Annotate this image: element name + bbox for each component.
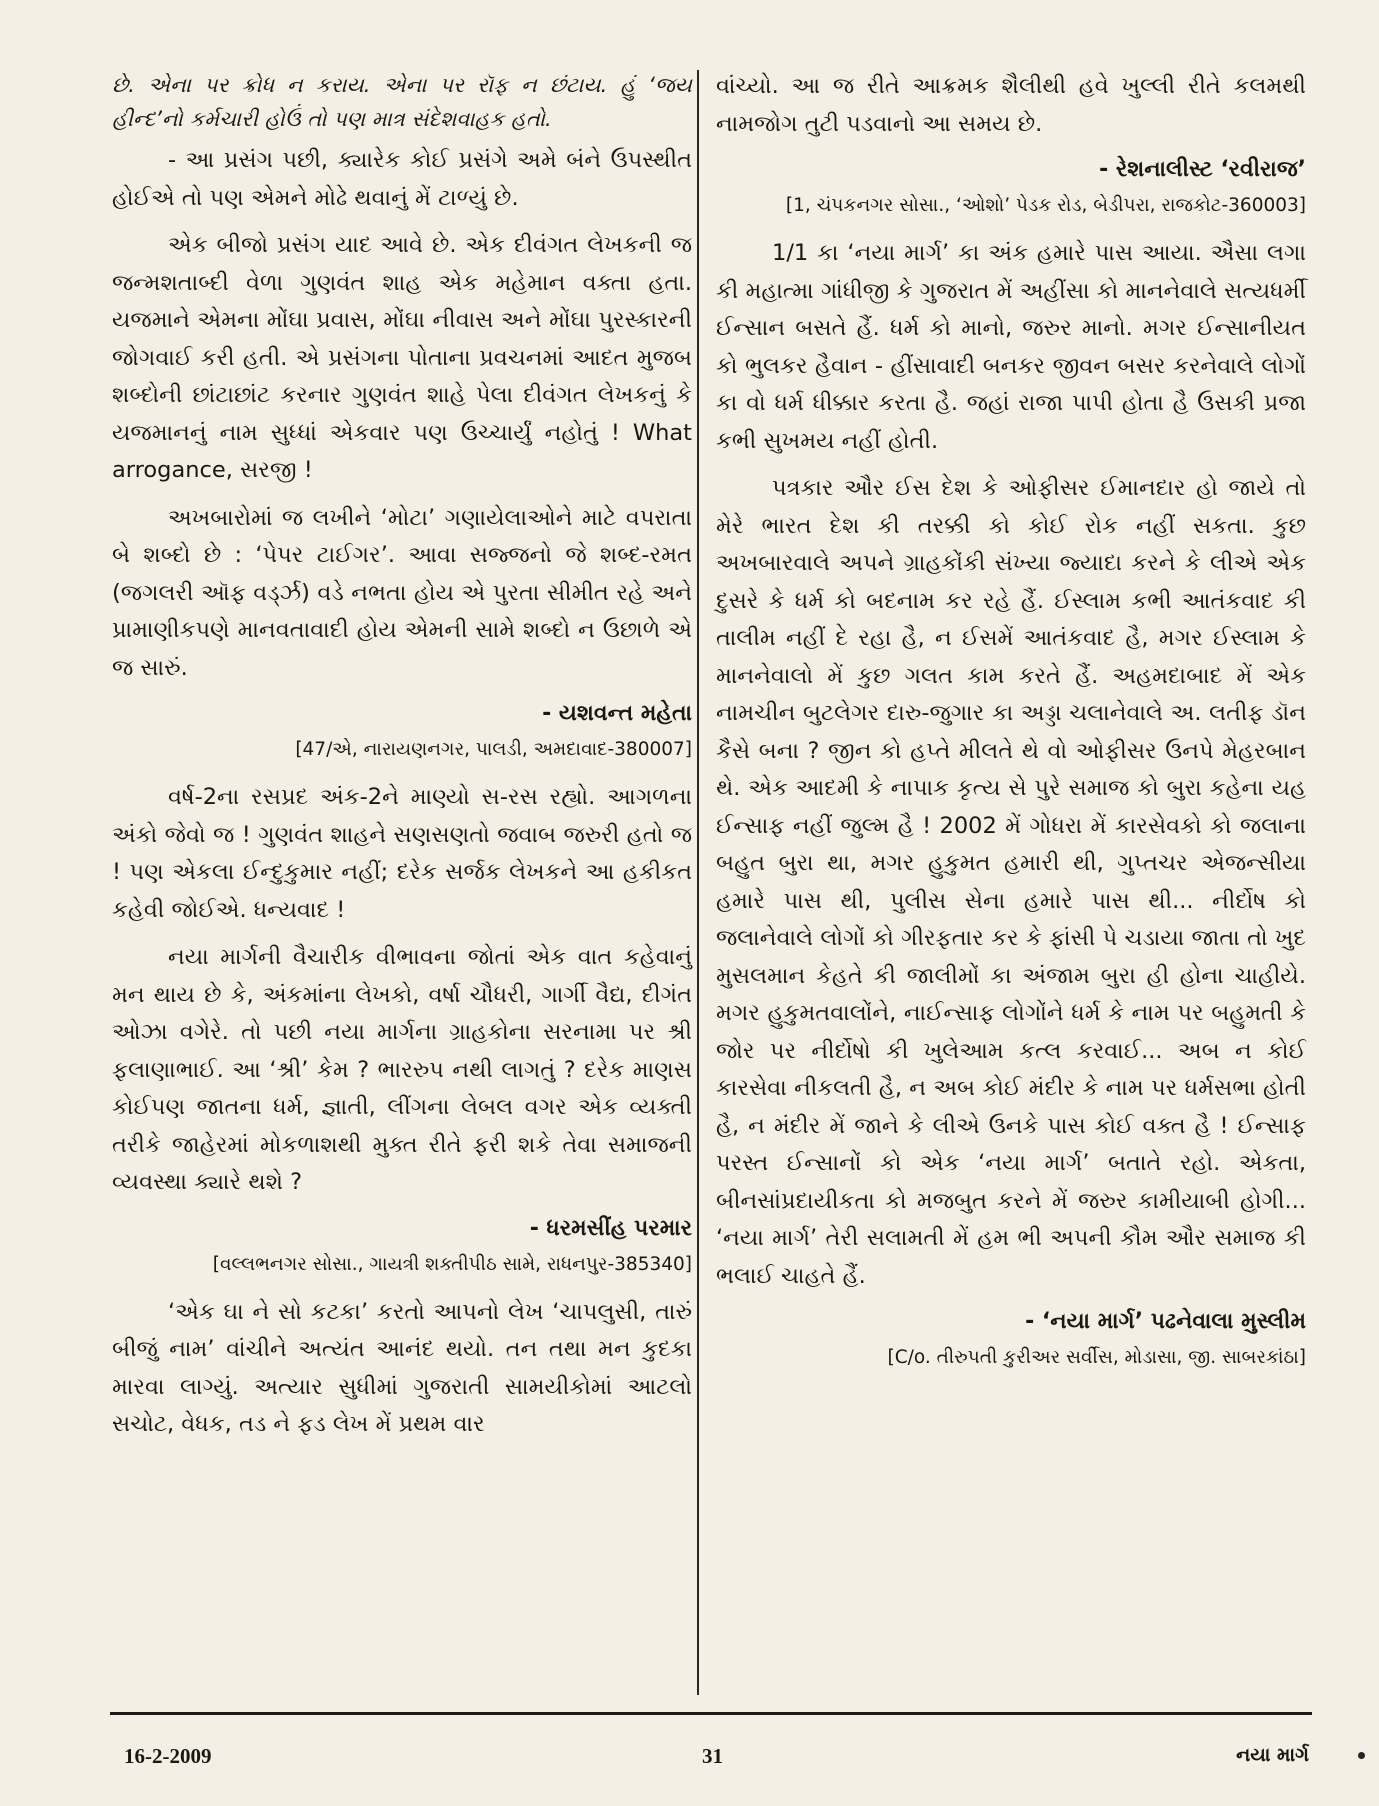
footer-rule	[110, 1712, 1312, 1715]
paragraph: પત્રકાર ઔર ઈસ દેશ કે ઓફીસર ઈમાનદાર હો જાયે તો મેરે ભારત દેશ કી તરક્કી કો કોઈ રોક નહીં સકતા. કુછ અખબારવાલે અપને ગ્રાહકોંકી સંખ્યા જ્યાદા કરને કે લીએ એક દુસરે કે ધર્મ કો બદનામ કર રહે હૈં. ઈસ્લામ કભી આતંકવાદ કી તાલીમ નહીં દે રહા હૈ, ન ઈસમેં આતંકવાદ હૈ, મગર ઈસ્લામ કે માનનેવાલો મેં કુછ ગલત કામ કરતે હૈં. અહમદાબાદ મેં એક નામચીન બુટલેગર દારુ-જુગાર કા અડ્ડા ચલાનેવાલે અ. લતીફ ડૉન કૈસે બના ? જીન કો હપ્તે મીલતે થે વો ઓફીસર ઉનપે મેહરબાન થે. એક આદમી કે નાપાક કૃત્ય સે પુરે સમાજ કો બુરા કહેના યહ ઈન્સાફ નહીં જુલ્મ હૈ ! 2002 મેં ગોધરા મેં કારસેવકો કો જલાના બહુત બુરા થા, મગર હુકુમત હમારી થી, ગુપ્તચર એજન્સીયા હમારે પાસ થી, પુલીસ સેના હમારે પાસ થી... નીર્દોષ કો જલાનેવાલે લોગોં કો ગીરફતાર કર કે ફાંસી પે ચડાયા જાતા તો ખુદ મુસલમાન કેહતે કી જાલીમોં કા અંજામ બુરા હી હોના ચાહીયે. મગર હુકુમતવાલોંને, નાઈન્સાફ લોગોંને ધર્મ કે નામ પર બહુમતી કે જોર પર નીર્દોષો કી ખુલેઆમ કત્લ કરવાઈ... અબ ન કોઈ કારસેવા નીકલતી હૈ, ન અબ કોઈ મંદીર કે નામ પર ધર્મસભા હોતી હૈ, ન મંદીર મેં જાને કે લીએ ઉનકે પાસ કોઈ વક્ત હૈ ! ઈન્સાફ પરસ્ત ઈન્સાનોં કો એક ‘નયા માર્ગ’ બતાતે રહો. એકતા, બીનસાંપ્રદાયીકતા કો મજબુત કરને મેં જરુર કામીયાબી હોગી... ‘નયા માર્ગ’ તેરી સલામતી મેં હમ ભી અપની કૌમ ઔર સમાજ કી ભલાઈ ચાહતે હૈં.	[716, 475, 1306, 1289]
paragraph: નયા માર્ગની વૈચારીક વીભાવના જોતાં એક વાત કહેવાનું મન થાય છે કે, અંકમાંના લેખકો, વર્ષા ચૌધરી, ગાર્ગી વૈદ્ય, દીગંત ઓઝા વગેરે. તો પછી નયા માર્ગના ગ્રાહકોના સરનામા પર શ્રી ફલાણાભાઈ. આ ‘શ્રી’ કેમ ? ભારરુપ નથી લાગતું ? દરેક માણસ કોઈપણ જાતના ધર્મ, જ્ઞાતી, લીંગના લેબલ વગર એક વ્યક્તી તરીકે જાહેરમાં મોકળાશથી મુક્ત રીતે ફરી શકે તેવા સમાજની વ્યવસ્થા ક્યારે થશે ?	[112, 944, 692, 1195]
paragraph-continued: વાંચ્યો. આ જ રીતે આક્રમક શૈલીથી હવે ખુલ્લી રીતે કલમથી નામજોગ તુટી પડવાનો આ સમય છે.	[716, 73, 1306, 137]
paragraph: - આ પ્રસંગ પછી, ક્યારેક કોઈ પ્રસંગે અમે બંને ઉપસ્થીત હોઈએ તો પણ એમને મોઢે થવાનું મેં ટાળ્યું છે.	[112, 147, 692, 211]
intro-italic-text: છે. એના પર ક્રોધ ન કરાય. એના પર રૉફ ન છંટાય. હું ‘જય હીન્દ’નો કર્મચારી હોઉં તો પણ માત્ર સંદેશવાહક હતો.	[112, 73, 692, 131]
magazine-name: નયા માર્ગ	[1236, 1744, 1309, 1766]
address: [47/એ, નારાયણનગર, પાલડી, અમદાવાદ-380007]	[295, 739, 692, 760]
signature: - રેશનાલીસ્ટ ‘રવીરાજ’	[1099, 157, 1306, 182]
paragraph: એક બીજો પ્રસંગ યાદ આવે છે. એક દીવંગત લેખકની જ જન્મશતાબ્દી વેળા ગુણવંત શાહ એક મહેમાન વક્તા હતા. યજમાને એમના મોંઘા પ્રવાસ, મોંઘા નીવાસ અને મોંઘા પુરસ્કારની જોગવાઈ કરી હતી. એ પ્રસંગના પોતાના પ્રવચનમાં આદત મુજબ શબ્દોની છાંટાછાંટ કરનાર ગુણવંત શાહે પેલા દીવંગત લેખકનું કે યજમાનનું નામ સુધ્ધાં એકવાર પણ ઉચ્ચાર્યું નહોતું ! What arrogance, સરજી !	[112, 232, 692, 483]
paragraph: ‘એક ઘા ને સો કટકા’ કરતો આપનો લેખ ‘ચાપલુસી, તારું બીજું નામ’ વાંચીને અત્યંત આનંદ થયો. તન તથા મન કુદકા મારવા લાગ્યું. અત્યાર સુધીમાં ગુજરાતી સામયીકોમાં આટલો સચોટ, વેધક, તડ ને ફડ લેખ મેં પ્રથમ વાર	[112, 1298, 692, 1437]
address: [C/o. તીરુપતી કુરીઅર સર્વીસ, મોડાસા, જી. સાબરકાંઠા]	[887, 1347, 1306, 1368]
signature: - ધરમસીંહ પરમાર	[529, 1215, 692, 1241]
edge-mark	[1358, 1752, 1365, 1759]
paragraph: અખબારોમાં જ લખીને ‘મોટા’ ગણાયેલાઓને માટે વપરાતા બે શબ્દો છે : ‘પેપર ટાઈગર’. આવા સજ્જનો જે શબ્દ-રમત (જગલરી ઑફ વર્ડ્ઝ) વડે નભતા હોય એ પુરતા સીમીત રહે અને પ્રામાણીકપણે માનવતાવાદી હોય એમની સામે શબ્દો ન ઉછાળે એ જ સારું.	[112, 504, 692, 681]
paragraph: વર્ષ-2ના રસપ્રદ અંક-2ને માણ્યો સ-રસ રહ્યો. આગળના અંકો જેવો જ ! ગુણવંત શાહને સણસણતો જવાબ જરુરી હતો જ ! પણ એકલા ઈન્દુકુમાર નહીં; દરેક સર્જક લેખકને આ હકીકત કહેવી જોઈએ. ધન્યવાદ !	[112, 784, 692, 923]
paragraph: 1/1 કા ‘નયા માર્ગ’ કા અંક હમારે પાસ આયા. ઐસા લગા કી મહાત્મા ગાંધીજી કે ગુજરાત મેં અહીંસા કો માનનેવાલે સત્યધર્મી ઈન્સાન બસતે હૈં. ધર્મ કો માનો, જરુર માનો. મગર ઈન્સાનીયત કો ભુલકર હૈવાન - હીંસાવાદી બનકર જીવન બસર કરનેવાલે લોગોં કા વો ધર્મ ધીક્કાર કરતા હૈ. જહાં રાજા પાપી હોતા હૈ ઉસકી પ્રજા કભી સુખમય નહીં હોતી.	[716, 240, 1306, 454]
footer-date: 16-2-2009	[124, 1744, 212, 1768]
page-number: 31	[702, 1744, 723, 1768]
left-column	[112, 68, 692, 1454]
right-column	[716, 68, 1306, 1387]
address: [1, ચંપકનગર સોસા., ‘ઓશો’ પેડક રોડ, બેડીપરા, રાજકોટ-360003]	[785, 195, 1306, 216]
signature: - યશવન્ત મહેતા	[542, 701, 692, 726]
column-divider	[697, 70, 699, 1695]
address: [વલ્લભનગર સોસા., ગાયત્રી શક્તીપીઠ સામે, રાધનપુર-385340]	[212, 1253, 692, 1275]
signature: - ‘નયા માર્ગ’ પઢનેવાલા મુસ્લીમ	[1025, 1309, 1306, 1334]
